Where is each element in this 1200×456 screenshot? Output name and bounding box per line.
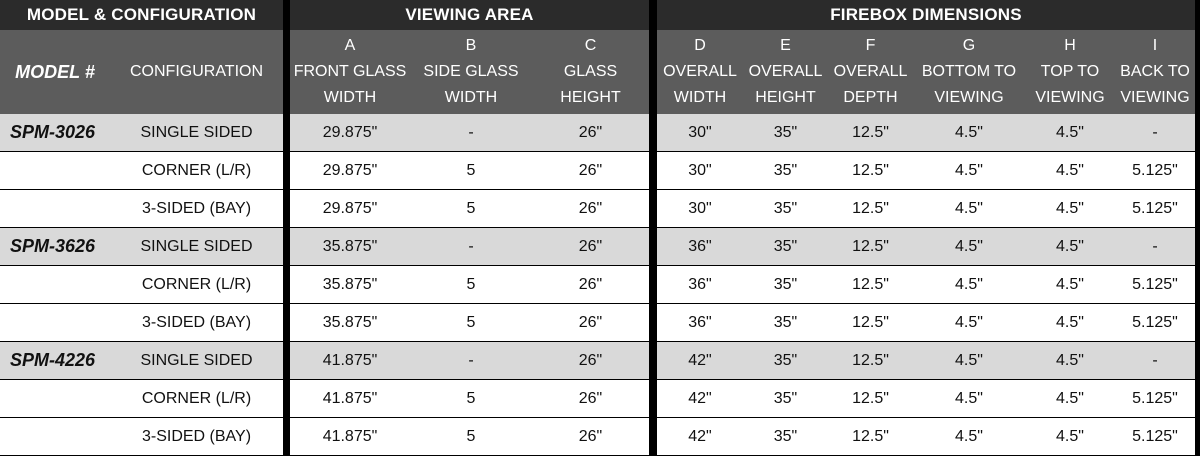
table-row (0, 380, 1200, 418)
cell-d: 42" (657, 418, 743, 455)
cell-c: 26" (532, 152, 649, 189)
cell-e: 35" (743, 266, 828, 303)
cell-e: 35" (743, 152, 828, 189)
header-col-h: H TOP TO VIEWING (1035, 37, 1105, 106)
cell-i: 5.125" (1115, 266, 1195, 303)
header-col-d: D OVERALL WIDTH (663, 37, 737, 106)
cell-configuration: 3-SIDED (BAY) (110, 418, 283, 455)
cell-configuration: 3-SIDED (BAY) (110, 190, 283, 227)
header-configuration: CONFIGURATION (129, 63, 264, 80)
cell-model (0, 190, 110, 227)
cell-f: 12.5" (828, 418, 913, 455)
table-row (0, 418, 1200, 456)
cell-h: 4.5" (1025, 114, 1115, 151)
cell-configuration: SINGLE SIDED (110, 114, 283, 151)
cell-c: 26" (532, 304, 649, 341)
cell-c: 26" (532, 380, 649, 417)
cell-c: 26" (532, 114, 649, 151)
cell-f: 12.5" (828, 190, 913, 227)
header-group-viewing-area (290, 0, 649, 114)
cell-model (0, 304, 110, 341)
cell-h: 4.5" (1025, 190, 1115, 227)
cell-model: SPM-3626 (0, 228, 110, 265)
cell-g: 4.5" (913, 114, 1025, 151)
cell-e: 35" (743, 190, 828, 227)
cell-f: 12.5" (828, 342, 913, 379)
header-col-c: C GLASS HEIGHT (560, 37, 621, 106)
cell-e: 35" (743, 342, 828, 379)
cell-configuration: SINGLE SIDED (110, 342, 283, 379)
group-title-model-config: MODEL & CONFIGURATION (0, 0, 283, 30)
cell-d: 36" (657, 266, 743, 303)
cell-f: 12.5" (828, 114, 913, 151)
table-body (0, 114, 1200, 456)
cell-b: 5 (410, 190, 532, 227)
cell-d: 36" (657, 304, 743, 341)
cell-f: 12.5" (828, 380, 913, 417)
cell-model: SPM-3026 (0, 114, 110, 151)
cell-a: 29.875" (290, 190, 410, 227)
cell-b: 5 (410, 418, 532, 455)
cell-c: 26" (532, 418, 649, 455)
cell-i: - (1115, 342, 1195, 379)
cell-i: - (1115, 228, 1195, 265)
cell-configuration: CORNER (L/R) (110, 380, 283, 417)
cell-e: 35" (743, 304, 828, 341)
cell-g: 4.5" (913, 418, 1025, 455)
cell-d: 36" (657, 228, 743, 265)
cell-f: 12.5" (828, 266, 913, 303)
cell-a: 41.875" (290, 342, 410, 379)
cell-g: 4.5" (913, 228, 1025, 265)
cell-d: 30" (657, 190, 743, 227)
cell-a: 41.875" (290, 380, 410, 417)
header-col-e: E OVERALL HEIGHT (748, 37, 823, 106)
cell-c: 26" (532, 228, 649, 265)
cell-a: 35.875" (290, 304, 410, 341)
group-title-firebox: FIREBOX DIMENSIONS (657, 0, 1195, 30)
cell-i: 5.125" (1115, 380, 1195, 417)
cell-a: 35.875" (290, 266, 410, 303)
cell-e: 35" (743, 228, 828, 265)
cell-a: 35.875" (290, 228, 410, 265)
cell-h: 4.5" (1025, 380, 1115, 417)
cell-b: 5 (410, 152, 532, 189)
header-group-model-config (0, 0, 283, 114)
cell-a: 29.875" (290, 114, 410, 151)
cell-model (0, 380, 110, 417)
cell-h: 4.5" (1025, 266, 1115, 303)
table-row (0, 114, 1200, 152)
header-col-f: F OVERALL DEPTH (833, 37, 908, 106)
cell-a: 29.875" (290, 152, 410, 189)
cell-i: 5.125" (1115, 418, 1195, 455)
cell-f: 12.5" (828, 152, 913, 189)
cell-configuration: 3-SIDED (BAY) (110, 304, 283, 341)
cell-i: 5.125" (1115, 190, 1195, 227)
cell-a: 41.875" (290, 418, 410, 455)
cell-h: 4.5" (1025, 342, 1115, 379)
header-col-b: B SIDE GLASS WIDTH (423, 37, 519, 106)
cell-configuration: CORNER (L/R) (110, 266, 283, 303)
cell-h: 4.5" (1025, 418, 1115, 455)
cell-g: 4.5" (913, 190, 1025, 227)
cell-configuration: CORNER (L/R) (110, 152, 283, 189)
cell-g: 4.5" (913, 304, 1025, 341)
cell-b: 5 (410, 266, 532, 303)
header-col-g: G BOTTOM TO VIEWING (921, 37, 1017, 106)
cell-configuration: SINGLE SIDED (110, 228, 283, 265)
cell-g: 4.5" (913, 380, 1025, 417)
cell-e: 35" (743, 380, 828, 417)
cell-e: 35" (743, 418, 828, 455)
table-row (0, 228, 1200, 266)
cell-g: 4.5" (913, 152, 1025, 189)
cell-d: 42" (657, 342, 743, 379)
header-col-a: A FRONT GLASS WIDTH (293, 37, 407, 106)
cell-c: 26" (532, 266, 649, 303)
cell-b: 5 (410, 380, 532, 417)
table-row (0, 190, 1200, 228)
cell-b: - (410, 114, 532, 151)
cell-model: SPM-4226 (0, 342, 110, 379)
table-row (0, 342, 1200, 380)
table-row (0, 304, 1200, 342)
cell-i: 5.125" (1115, 304, 1195, 341)
cell-i: 5.125" (1115, 152, 1195, 189)
table-row (0, 152, 1200, 190)
cell-d: 30" (657, 114, 743, 151)
cell-b: 5 (410, 304, 532, 341)
header-model: MODEL # (15, 62, 95, 82)
cell-c: 26" (532, 342, 649, 379)
header-col-i: I BACK TO VIEWING (1120, 37, 1190, 106)
cell-f: 12.5" (828, 304, 913, 341)
group-title-viewing-area: VIEWING AREA (290, 0, 649, 30)
cell-b: - (410, 342, 532, 379)
table-row (0, 266, 1200, 304)
header-group-firebox (657, 0, 1195, 114)
cell-model (0, 266, 110, 303)
cell-d: 30" (657, 152, 743, 189)
cell-b: - (410, 228, 532, 265)
cell-model (0, 418, 110, 455)
cell-f: 12.5" (828, 228, 913, 265)
cell-h: 4.5" (1025, 304, 1115, 341)
cell-e: 35" (743, 114, 828, 151)
cell-h: 4.5" (1025, 228, 1115, 265)
cell-g: 4.5" (913, 342, 1025, 379)
cell-d: 42" (657, 380, 743, 417)
cell-model (0, 152, 110, 189)
cell-c: 26" (532, 190, 649, 227)
cell-g: 4.5" (913, 266, 1025, 303)
cell-h: 4.5" (1025, 152, 1115, 189)
cell-i: - (1115, 114, 1195, 151)
